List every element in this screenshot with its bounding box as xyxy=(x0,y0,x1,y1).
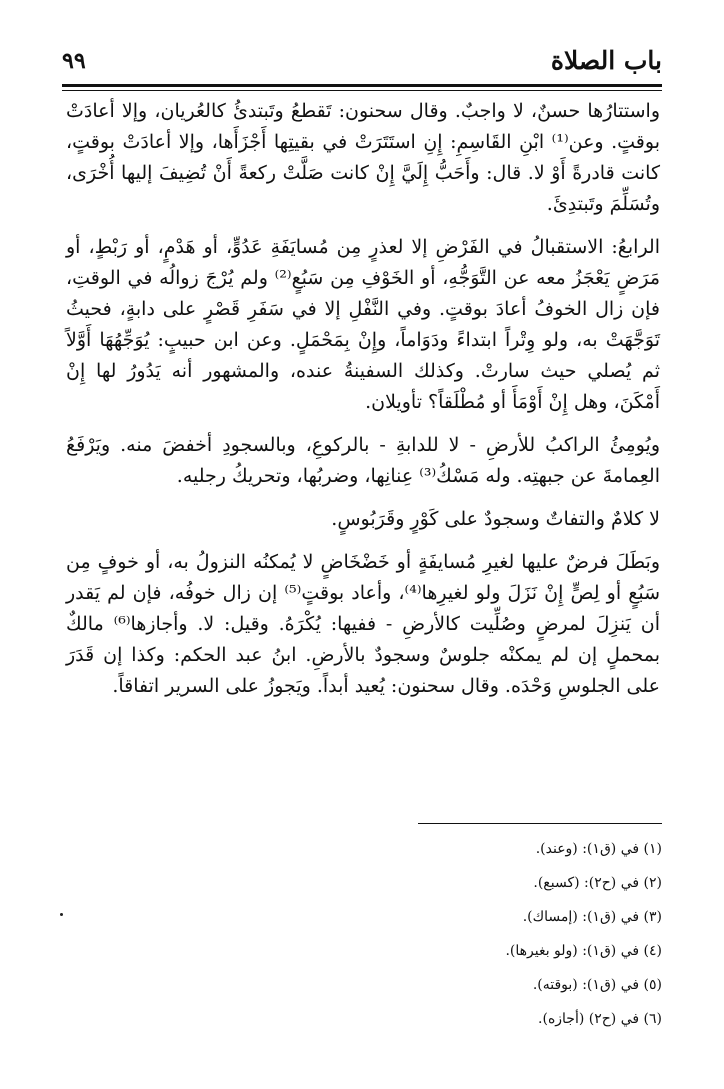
main-text xyxy=(66,96,660,702)
footnote-1: (١) في (ق١): (وعند). xyxy=(535,841,662,857)
footnote-separator xyxy=(418,823,662,824)
footnote-5: (٥) في (ق١): (بوقته). xyxy=(532,977,662,993)
footnote-4: (٤) في (ق١): (ولو بغيرها). xyxy=(505,943,662,959)
running-header xyxy=(62,44,662,78)
paragraph-2: الرابعُ: الاستقبالُ في الفَرْضِ إلا لعذرٍ مِن مُسايَفَةِ عَدُوٍّ، أو هَدْمٍ، أو رَبْطٍ، أو مَرَضٍ يَعْجَزُ معه عن التَّوَجُّهِ، أو الخَوْفِ مِن سَبُعٍ⁽²⁾ ولم يُرْجَ زوالُه في الوقتِ، فإن زال الخوفُ أعادَ بوقتٍ. وفي النَّفْلِ إلا في سَفَرِ قَصْرٍ على دابةٍ، فحيثُ تَوَجَّهَتْ به، ولو وِتْراً ابتداءً ودَوَاماً، وإِنْ بِمَحْمَلٍ. وعن ابن حبيبٍ: يُوَجِّهُهَا أَوَّلاً ثم يُصلي حيث سارتْ. وكذلك السفينةُ عنده، والمشهور أنه يَدُورُ لها إِنْ أَمْكَنَ، وهل إِنْ أَوْمَأَ أو مُطْلَقاً؟ تأويلان. xyxy=(66,236,661,413)
chapter-title: باب الصلاة xyxy=(550,46,662,75)
paragraph-1: واستتارُها حسنٌ، لا واجبٌ. وقال سحنون: تَقطعُ وتَبتدئُ كالعُريان، وإلا أعادَتْ بوقتٍ. وعن⁽¹⁾ ابْنِ القَاسِمِ: إِنِ استَتَرَتْ في بقيتِها أَجْزَأَها، وإلا أعادَتْ بوقتٍ، كانت قادرةً أَوْ لا. قال: وأَحَبُّ إِلَيَّ إِنْ كانت صَلَّتْ ركعةً أَنْ تُضِيفَ إليها أُخْرَى، وتُسَلِّمَ وتَبتدِئَ. xyxy=(66,100,660,215)
paragraph-3: ويُومِئُ الراكبُ للأرضِ - لا للدابةِ - بالركوعِ، وبالسجودِ أخفضَ منه. ويَرْفَعُ العِمامةَ عن جبهتِه. وله مَسْكُ⁽³⁾ عِنانِها، وضربُها، وتحريكُ رجليه. xyxy=(66,434,660,487)
page-number: ٩٩ xyxy=(62,48,86,74)
footnote-2: (٢) في (ح٢): (كسبع). xyxy=(533,875,662,891)
margin-dot xyxy=(60,913,63,916)
header-rule-thin xyxy=(62,90,662,91)
header-rule-thick xyxy=(62,84,662,87)
footnote-6: (٦) في (ح٢) (أجازه). xyxy=(538,1011,662,1027)
paragraph-4: لا كلامٌ والتفاتٌ وسجودٌ على كَوْرٍ وقَرَبُوسٍ. xyxy=(331,508,660,530)
footnote-3: (٣) في (ق١): (إمساك). xyxy=(522,909,662,925)
footnotes xyxy=(300,832,662,1036)
paragraph-5: وبَطَلَ فرضٌ عليها لغيرِ مُسايفَةٍ أو خَضْخَاضٍ لا يُمكنُه النزولُ به، أو خوفٍ مِن سَبُعٍ أو لِصٍّ إِنْ نَزَلَ ولو لغيرِها⁽⁴⁾، وأعاد بوقتٍ⁽⁵⁾ إن زال خوفُه، فإن لم يَقدر أن يَنزِلَ لمرضٍ وصُلِّيت كالأرضِ - ففيها: يُكْرَهُ. وقيل: لا. وأجازها⁽⁶⁾ مالكٌ بمحملٍ إن لم يمكنْه جلوسٌ وسجودٌ بالأرضِ. ابنُ عبد الحكم: وكذا إن قَدَرَ على الجلوسِ وَحْدَه. وقال سحنون: يُعيد أبداً. ويَجوزُ على السرير اتفاقاً. xyxy=(66,551,660,697)
